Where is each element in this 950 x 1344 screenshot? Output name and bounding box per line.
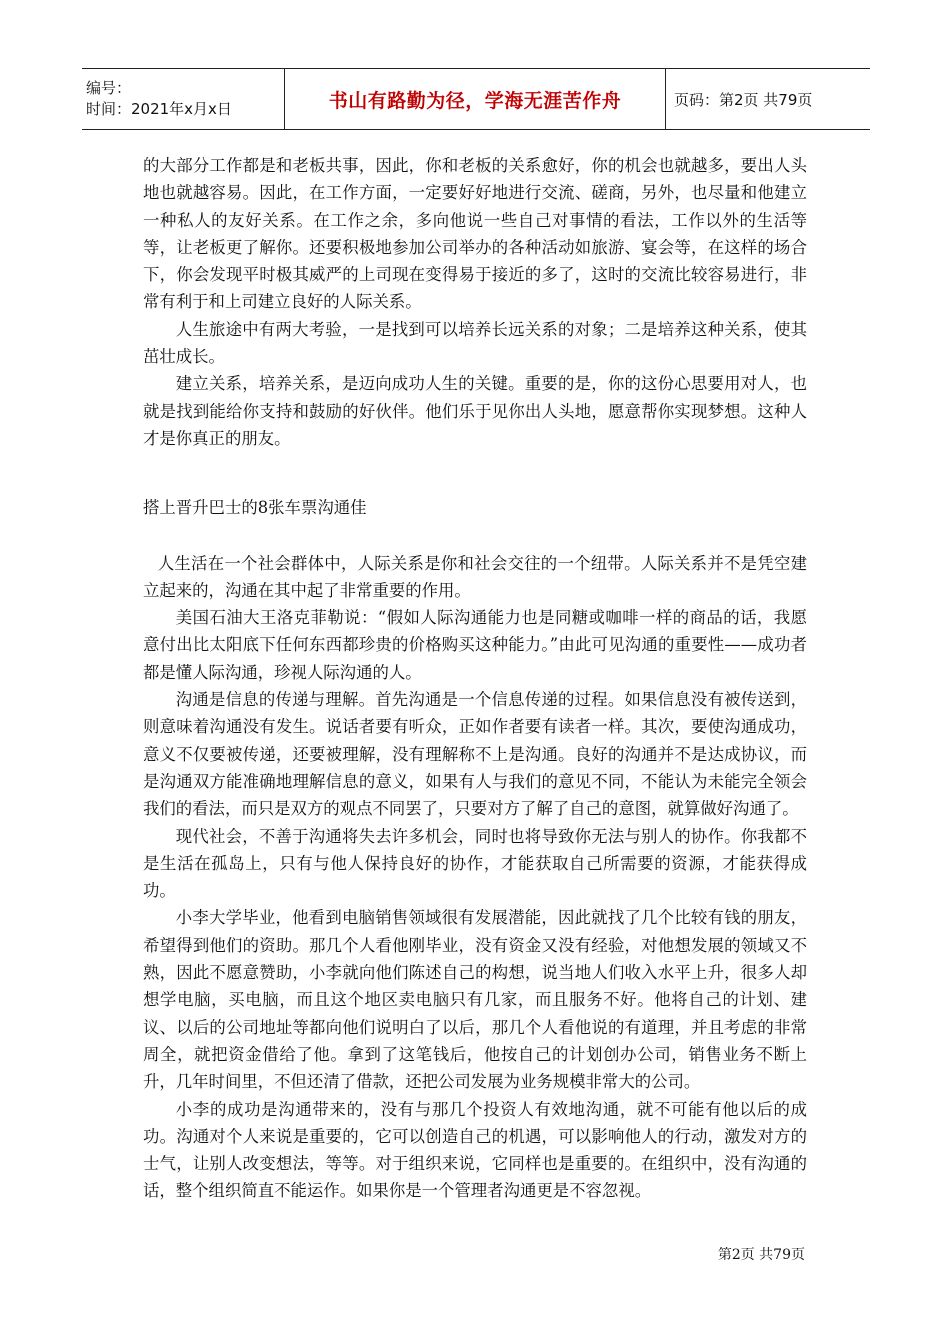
page-header — [82, 68, 870, 130]
page-footer — [718, 1244, 805, 1264]
header-motto — [284, 69, 666, 129]
motto-text: 书山有路勤为径，学海无涯苦作舟 — [328, 89, 622, 112]
paragraph: 小李大学毕业，他看到电脑销售领域很有发展潜能，因此就找了几个比较有钱的朋友，希望得到他们的资助。那几个人看他刚毕业，没有资金又没有经验，对他想发展的领域又不熟，因此不愿意赞助，小李就向他们陈述自己的构想，说当地人们收入水平上升，很多人却想学电脑，买电脑，而且这个地区卖电脑只有几家，而且服务不好。他将自己的计划、建议、以后的公司地址等都向他们说明白了以后，那几个人看他说的有道理，并且考虑的非常周全，就把资金借给了他。拿到了这笔钱后，他按自己的计划创办公司，销售业务不断上升，几年时间里，不但还清了借款，还把公司发展为业务规模非常大的公司。 — [143, 908, 807, 1092]
paragraph: 现代社会，不善于沟通将失去许多机会，同时也将导致你无法与别人的协作。你我都不是生活在孤岛上，只有与他人保持良好的协作，才能获取自己所需要的资源，才能获得成功。 — [143, 826, 807, 901]
header-meta — [82, 69, 284, 129]
document-body — [143, 152, 807, 1205]
paragraph: 沟通是信息的传递与理解。首先沟通是一个信息传递的过程。如果信息没有被传送到，则意味着沟通没有发生。说话者要有听众，正如作者要有读者一样。其次，要使沟通成功，意义不仅要被传递，还要被理解，没有理解称不上是沟通。良好的沟通并不是达成协议，而是沟通双方能准确地理解信息的意义，如果有人与我们的意见不同，不能认为未能完全领会我们的看法，而只是双方的观点不同罢了，只要对方了解了自己的意图，就算做好沟通了。 — [143, 690, 807, 819]
date-label: 时间：2021年x月x日 — [86, 100, 232, 118]
paragraph: 人生旅途中有两大考验，一是找到可以培养长远关系的对象；二是培养这种关系，使其茁壮成长。 — [143, 319, 807, 367]
header-page-info — [666, 69, 870, 129]
spacer — [143, 452, 807, 494]
paragraph: 人生活在一个社会群体中，人际关系是你和社会交往的一个纽带。人际关系并不是凭空建立起来的，沟通在其中起了非常重要的作用。 — [143, 553, 807, 600]
paragraph: 建立关系，培养关系，是迈向成功人生的关键。重要的是，你的这份心思要用对人，也就是找到能给你支持和鼓励的好伙伴。他们乐于见你出人头地，愿意帮你实现梦想。这种人才是你真正的朋友。 — [143, 374, 807, 448]
serial-label: 编号： — [86, 79, 132, 97]
section-title: 搭上晋升巴士的8张车票沟通佳 — [143, 498, 367, 518]
paragraph: 小李的成功是沟通带来的，没有与那几个投资人有效地沟通，就不可能有他以后的成功。沟通对个人来说是重要的，它可以创造自己的机遇，可以影响他人的行动，激发对方的士气，让别人改变想法，等等。对于组织来说，它同样也是重要的。在组织中，没有沟通的话，整个组织简直不能运作。如果你是一个管理者沟通更是不容忽视。 — [143, 1099, 807, 1201]
spacer — [143, 522, 807, 550]
page-label: 页码：第2页 共79页 — [674, 90, 813, 109]
footer-page-number: 第2页 共79页 — [717, 1247, 805, 1263]
paragraph: 的大部分工作都是和老板共事，因此，你和老板的关系愈好，你的机会也就越多，要出人头地也就越容易。因此，在工作方面，一定要好好地进行交流、磋商，另外，也尽量和他建立一种私人的友好关系。在工作之余，多向他说一些自己对事情的看法，工作以外的生活等等，让老板更了解你。还要积极地参加公司举办的各种活动如旅游、宴会等，在这样的场合下，你会发现平时极其威严的上司现在变得易于接近的多了，这时的交流比较容易进行，非常有利于和上司建立良好的人际关系。 — [143, 156, 807, 312]
paragraph: 美国石油大王洛克菲勒说：“假如人际沟通能力也是同糖或咖啡一样的商品的话，我愿意付出比太阳底下任何东西都珍贵的价格购买这种能力。”由此可见沟通的重要性——成功者都是懂人际沟通，珍视人际沟通的人。 — [143, 608, 807, 682]
